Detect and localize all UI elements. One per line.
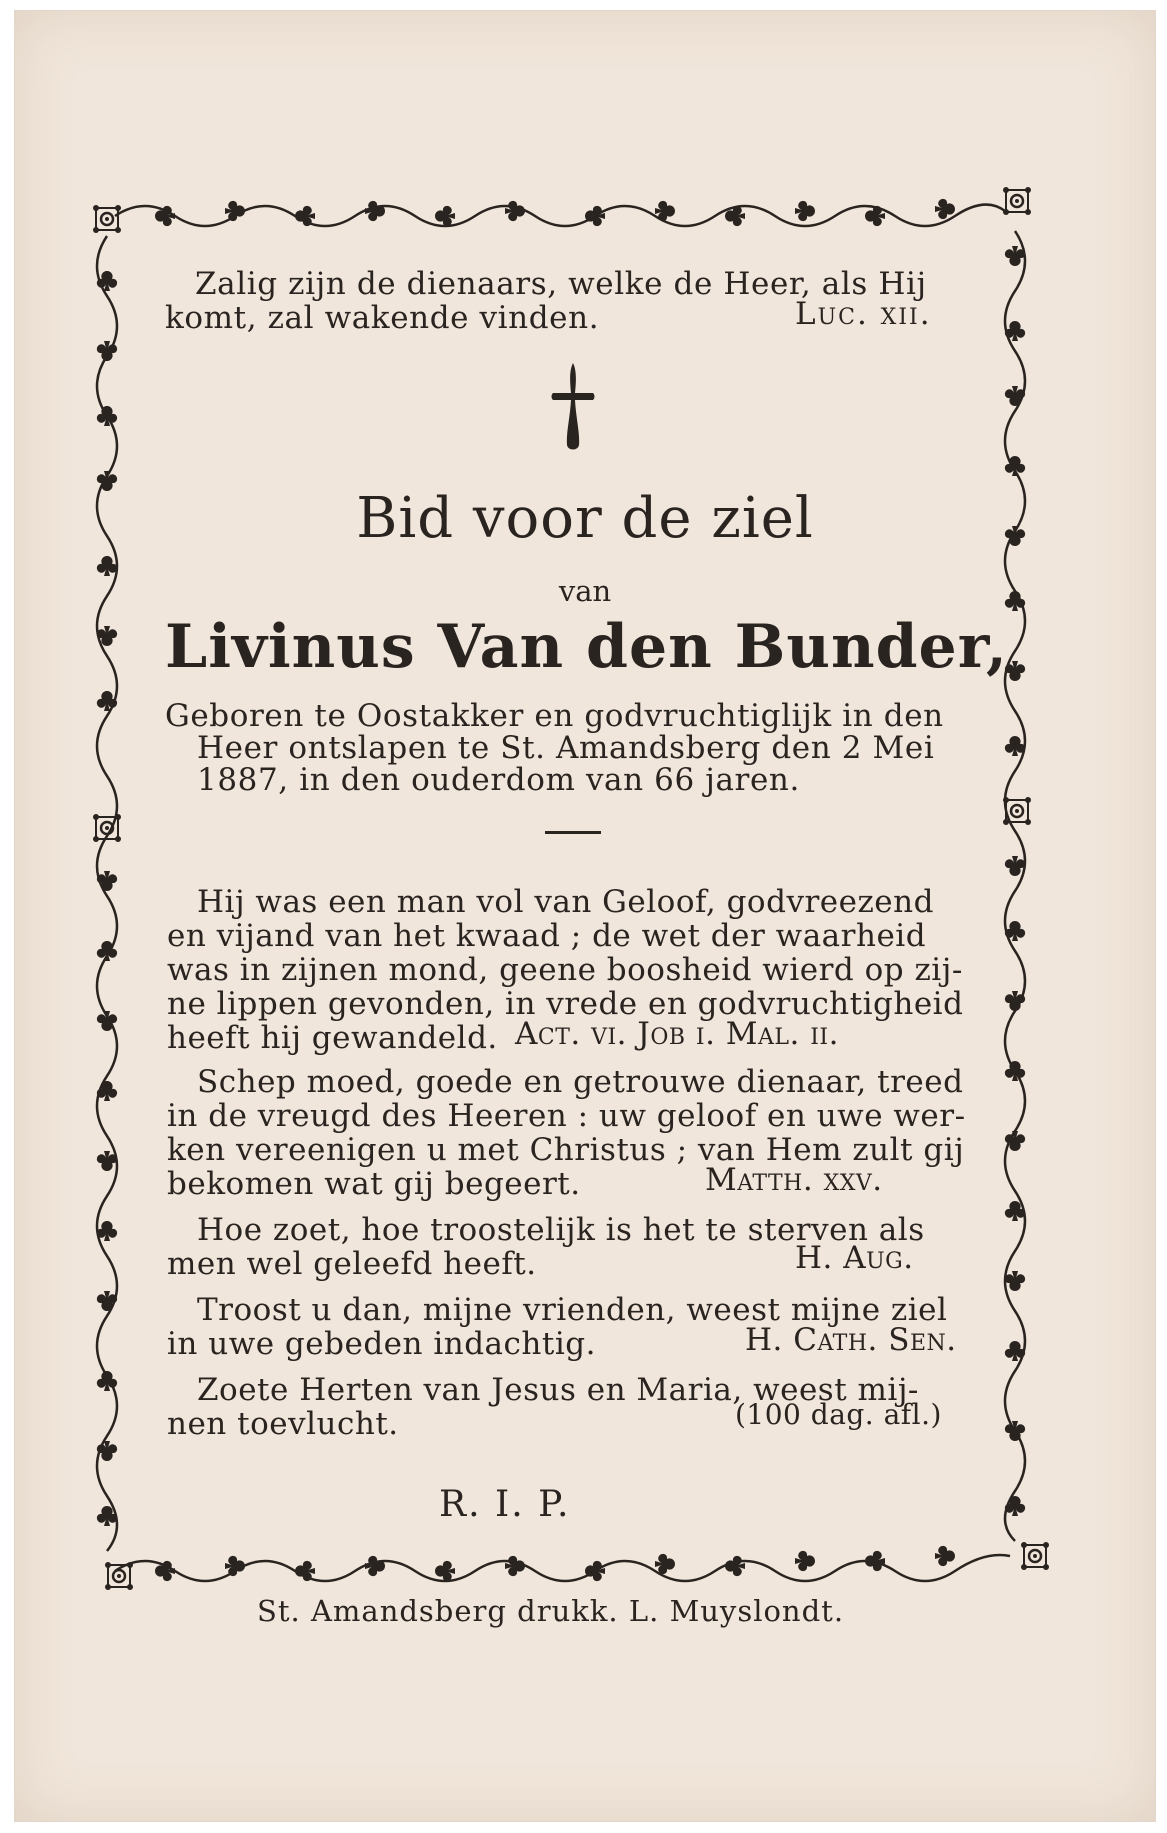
verse-4-line-2: in uwe gebeden indachtig. bbox=[167, 1326, 596, 1362]
verse-2-line-2: in de vreugd des Heeren : uw geloof en uwe wer- bbox=[167, 1098, 966, 1134]
verse-2-line-3: ken vereenigen u met Christus ; van Hem zult gij bbox=[167, 1132, 965, 1168]
connector-text: van bbox=[558, 574, 612, 608]
heading: Bid voor de ziel bbox=[356, 486, 814, 551]
verse-4-line-1: Troost u dan, mijne vrienden, weest mijne ziel bbox=[197, 1292, 948, 1328]
latin-cross-icon bbox=[551, 363, 595, 453]
verse-5-line-2: nen toevlucht. bbox=[167, 1406, 399, 1442]
verse-2-line-4: bekomen wat gij begeert. bbox=[167, 1166, 581, 1202]
epigraph-line-1: Zalig zijn de dienaars, welke de Heer, als Hij bbox=[195, 266, 927, 302]
verse-1-line-1: Hij was een man vol van Geloof, godvreezend bbox=[197, 884, 934, 920]
verse-3-line-1: Hoe zoet, hoe troostelijk is het te sterven als bbox=[197, 1212, 925, 1248]
verse-1-line-4: ne lippen gevonden, in vrede en godvruchtigheid bbox=[167, 986, 964, 1022]
biography-line-3: 1887, in den ouderdom van 66 jaren. bbox=[197, 762, 800, 798]
verse-5-reference: (100 dag. afl.) bbox=[735, 1398, 942, 1431]
verse-2-line-1: Schep moed, goede en getrouwe dienaar, treed bbox=[197, 1064, 964, 1100]
epigraph-reference: Luc. xii. bbox=[795, 296, 932, 332]
verse-1-reference: Act. vi. Job i. Mal. ii. bbox=[515, 1016, 839, 1052]
verse-1-line-3: was in zijnen mond, geene boosheid wierd op zij- bbox=[167, 952, 963, 988]
deceased-name: Livinus Van den Bunder, bbox=[165, 612, 1008, 682]
epigraph-line-2: komt, zal wakende vinden. bbox=[165, 300, 600, 336]
rip-closing: R. I. P. bbox=[439, 1484, 571, 1525]
verse-4-reference: H. Cath. Sen. bbox=[745, 1322, 957, 1358]
verse-3-line-2: men wel geleefd heeft. bbox=[167, 1246, 537, 1282]
printer-credit: St. Amandsberg drukk. L. Muyslondt. bbox=[257, 1594, 845, 1628]
biography-line-2: Heer ontslapen te St. Amandsberg den 2 Mei bbox=[197, 730, 935, 766]
biography-line-1: Geboren te Oostakker en godvruchtiglijk in den bbox=[165, 698, 944, 734]
verse-2-reference: Matth. xxv. bbox=[705, 1162, 883, 1198]
memorial-card bbox=[14, 10, 1156, 1822]
verse-3-reference: H. Aug. bbox=[795, 1240, 914, 1276]
verse-5-line-1: Zoete Herten van Jesus en Maria, weest mij- bbox=[197, 1372, 919, 1408]
separator-rule bbox=[545, 831, 601, 834]
verse-1-line-5: heeft hij gewandeld. bbox=[167, 1020, 498, 1056]
verse-1-line-2: en vijand van het kwaad ; de wet der waarheid bbox=[167, 918, 927, 954]
